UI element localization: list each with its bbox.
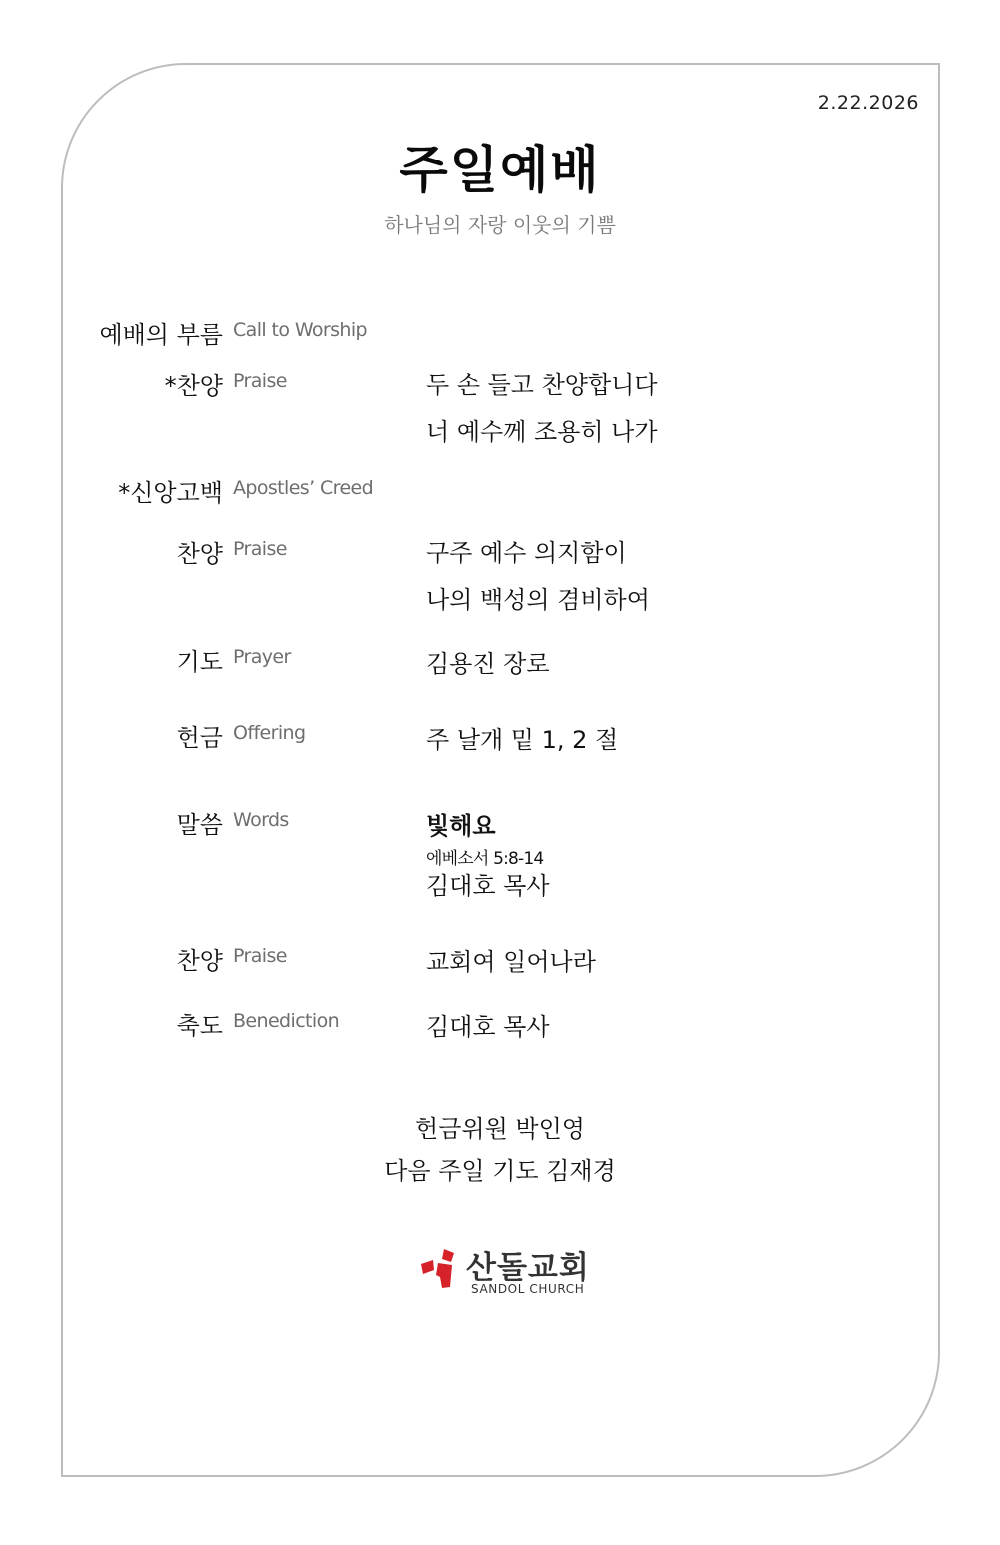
order-item-label: 축도 — [176, 1012, 223, 1040]
order-item-label: 기도 — [176, 648, 223, 676]
page-subtitle: 하나님의 자랑 이웃의 기쁨 — [384, 213, 616, 237]
order-item-label: 찬양 — [176, 540, 223, 568]
order-item-english-label: Call to Worship — [233, 319, 368, 341]
offering-committee: 헌금위원 박인영 — [415, 1115, 585, 1143]
order-item-label: 찬양 — [176, 947, 223, 975]
order-item-english-label: Prayer — [233, 646, 291, 668]
order-item-label: 헌금 — [176, 724, 223, 752]
logo-name: 산돌교회 — [466, 1250, 590, 1286]
benediction-pastor: 김대호 목사 — [426, 1013, 550, 1041]
order-item-english-label: Praise — [233, 538, 287, 560]
hymn-title: 구주 예수 의지함이 — [426, 539, 627, 567]
bulletin-date: 2.22.2026 — [817, 92, 919, 114]
prayer-leader: 김용진 장로 — [426, 650, 550, 678]
sermon-title: 빛해요 — [426, 812, 496, 840]
order-item-english-label: Offering — [233, 722, 306, 744]
order-item-label: 예배의 부름 — [99, 321, 223, 349]
offering-hymn: 주 날개 밑 1, 2 절 — [426, 726, 619, 754]
logo-subtitle: SANDOL CHURCH — [471, 1282, 585, 1296]
church-logo — [418, 1245, 588, 1301]
hymn-title: 너 예수께 조용히 나가 — [426, 418, 658, 446]
page-title: 주일예배 — [399, 141, 601, 199]
order-item-english-label: Apostles’ Creed — [233, 477, 374, 499]
preacher: 김대호 목사 — [426, 872, 550, 900]
order-item-english-label: Praise — [233, 370, 287, 392]
order-item-english-label: Words — [233, 809, 289, 831]
hymn-title: 두 손 들고 찬양합니다 — [426, 371, 658, 399]
scripture-reference: 에베소서 5:8-14 — [426, 849, 544, 869]
order-item-english-label: Praise — [233, 945, 287, 967]
order-item-label: 말씀 — [176, 811, 223, 839]
hymn-title: 교회여 일어나라 — [426, 948, 596, 976]
hymn-title: 나의 백성의 겸비하여 — [426, 586, 650, 614]
order-item-english-label: Benediction — [233, 1010, 340, 1032]
order-item-label: *신앙고백 — [118, 479, 223, 507]
cross-logo-icon — [418, 1247, 462, 1291]
next-week-prayer: 다음 주일 기도 김재경 — [384, 1157, 616, 1185]
order-item-label: *찬양 — [164, 372, 223, 400]
